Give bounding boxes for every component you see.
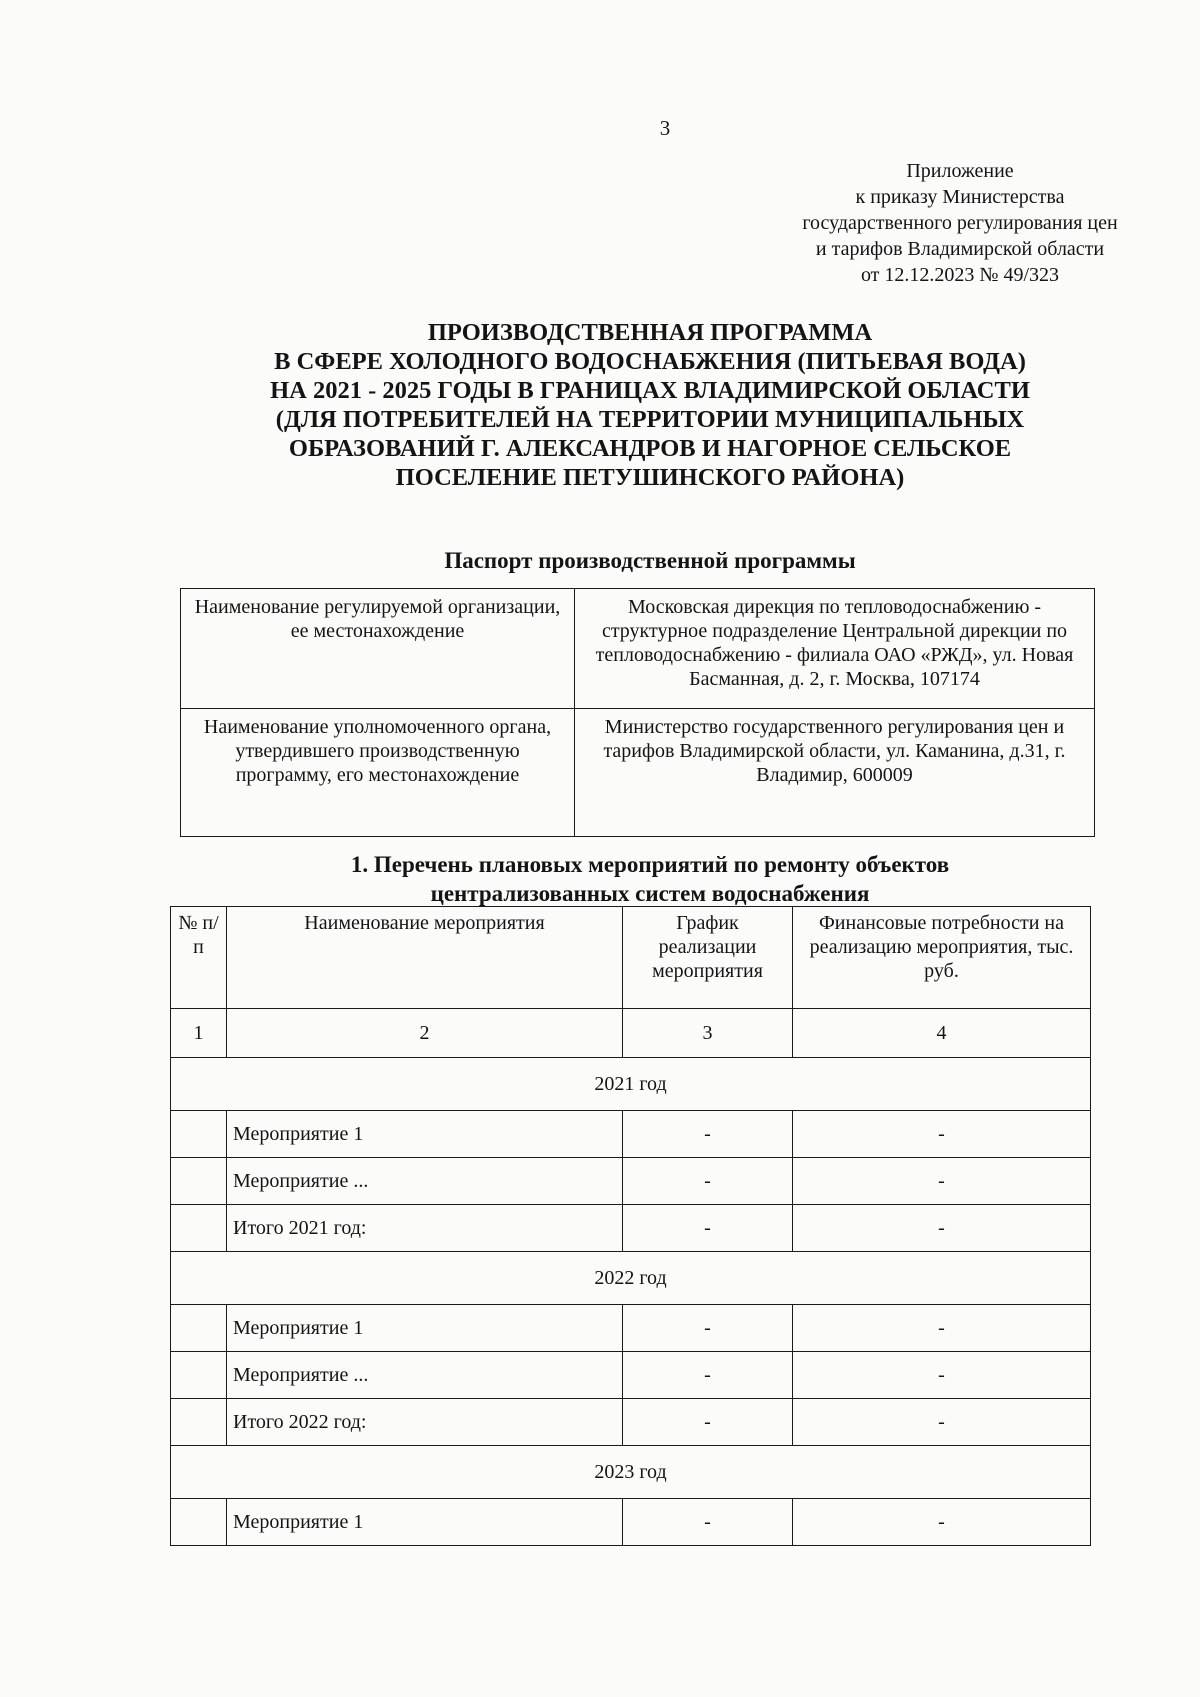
- measure-num: [171, 1352, 227, 1399]
- measure-finance: -: [793, 1499, 1091, 1546]
- passport-value: Министерство государственного регулирования цен и тарифов Владимирской области, ул. Каманина, д.31, г. Владимир, 600009: [575, 709, 1095, 837]
- year-row: [171, 1446, 1091, 1499]
- measure-schedule: -: [623, 1305, 793, 1352]
- measure-schedule: -: [623, 1158, 793, 1205]
- measure-finance: -: [793, 1305, 1091, 1352]
- measure-name: Мероприятие ...: [227, 1158, 623, 1205]
- column-numbers-row: [171, 1009, 1091, 1058]
- header-row: [171, 907, 1091, 1009]
- approval-line: от 12.12.2023 № 49/323: [860, 264, 1060, 286]
- col-header-finance: Финансовые потребности на реализацию мероприятия, тыс. руб.: [793, 907, 1091, 1009]
- passport-heading: Паспорт производственной программы: [444, 548, 856, 573]
- measure-num: [171, 1205, 227, 1252]
- approval-stamp: [720, 158, 1200, 288]
- measure-row: [171, 1111, 1091, 1158]
- column-number: 4: [793, 1009, 1091, 1058]
- column-number: 3: [623, 1009, 793, 1058]
- year-row: [171, 1252, 1091, 1305]
- measure-num: [171, 1305, 227, 1352]
- measure-finance: -: [793, 1158, 1091, 1205]
- measure-row: [171, 1352, 1091, 1399]
- passport-label: Наименование регулируемой организации, ее местонахождение: [181, 589, 575, 709]
- measure-schedule: -: [623, 1352, 793, 1399]
- measure-name: Мероприятие 1: [227, 1111, 623, 1158]
- approval-line: к приказу Министерства: [855, 186, 1065, 208]
- year-row: [171, 1058, 1091, 1111]
- title-line: ОБРАЗОВАНИЙ Г. АЛЕКСАНДРОВ И НАГОРНОЕ СЕЛЬСКОЕ: [288, 435, 1012, 462]
- section-heading-line: 1. Перечень плановых мероприятий по ремонту объектов: [350, 852, 950, 877]
- approval-line: государственного регулирования цен: [802, 212, 1118, 234]
- year-label: 2023 год: [171, 1446, 1091, 1499]
- measure-num: [171, 1499, 227, 1546]
- col-header-schedule: График реализации мероприятия: [623, 907, 793, 1009]
- title-line: В СФЕРЕ ХОЛОДНОГО ВОДОСНАБЖЕНИЯ (ПИТЬЕВАЯ ВОДА): [274, 348, 1026, 375]
- page-number: 3: [659, 116, 671, 140]
- passport-row: [181, 709, 1095, 837]
- measure-name: Итого 2021 год:: [227, 1205, 623, 1252]
- col-header-num: № п/п: [171, 907, 227, 1009]
- measure-schedule: -: [623, 1205, 793, 1252]
- measure-name: Мероприятие 1: [227, 1499, 623, 1546]
- measure-finance: -: [793, 1352, 1091, 1399]
- measure-num: [171, 1111, 227, 1158]
- measure-name: Мероприятие 1: [227, 1305, 623, 1352]
- approval-line: Приложение: [906, 160, 1014, 182]
- title-line: ПОСЕЛЕНИЕ ПЕТУШИНСКОГО РАЙОНА): [395, 464, 905, 491]
- approval-line: и тарифов Владимирской области: [815, 238, 1105, 260]
- measure-finance: -: [793, 1205, 1091, 1252]
- title-line: (ДЛЯ ПОТРЕБИТЕЛЕЙ НА ТЕРРИТОРИИ МУНИЦИПАЛЬНЫХ: [275, 406, 1025, 433]
- measure-finance: -: [793, 1111, 1091, 1158]
- column-number: 2: [227, 1009, 623, 1058]
- measure-row: [171, 1399, 1091, 1446]
- passport-row: [181, 589, 1095, 709]
- measure-name: Мероприятие ...: [227, 1352, 623, 1399]
- year-label: 2021 год: [171, 1058, 1091, 1111]
- measure-num: [171, 1158, 227, 1205]
- passport-value: Московская дирекция по тепловодоснабжению - структурное подразделение Центральной дирекции по тепловодоснабжению - филиала ОАО «РЖД», ул. Новая Басманная, д. 2, г. Москва, 107174: [575, 589, 1095, 709]
- measure-schedule: -: [623, 1399, 793, 1446]
- measure-name: Итого 2022 год:: [227, 1399, 623, 1446]
- measure-row: [171, 1158, 1091, 1205]
- measure-schedule: -: [623, 1111, 793, 1158]
- title-line: НА 2021 - 2025 ГОДЫ В ГРАНИЦАХ ВЛАДИМИРСКОЙ ОБЛАСТИ: [270, 377, 1030, 404]
- measures-table: [170, 906, 1091, 1546]
- column-number: 1: [171, 1009, 227, 1058]
- section-1-heading: [180, 850, 1120, 908]
- section-heading-line: централизованных систем водоснабжения: [430, 881, 870, 906]
- measure-num: [171, 1399, 227, 1446]
- measure-finance: -: [793, 1399, 1091, 1446]
- title-line: ПРОИЗВОДСТВЕННАЯ ПРОГРАММА: [427, 319, 873, 346]
- measure-row: [171, 1499, 1091, 1546]
- col-header-name: Наименование мероприятия: [227, 907, 623, 1009]
- measure-schedule: -: [623, 1499, 793, 1546]
- year-label: 2022 год: [171, 1252, 1091, 1305]
- passport-table: [180, 588, 1095, 837]
- measure-row: [171, 1305, 1091, 1352]
- document-title: [180, 318, 1120, 492]
- measure-row: [171, 1205, 1091, 1252]
- passport-label: Наименование уполномоченного органа, утвердившего производственную программу, его местонахождение: [181, 709, 575, 837]
